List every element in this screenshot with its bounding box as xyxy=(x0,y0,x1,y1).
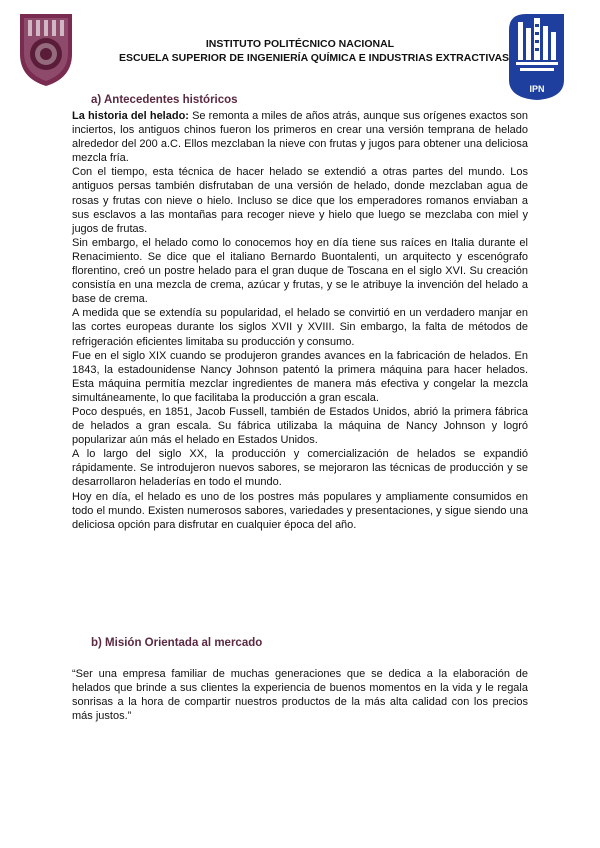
history-lead-bold: La historia del helado: xyxy=(72,110,189,122)
document-header xyxy=(0,37,600,65)
history-paragraph: A lo largo del siglo XX, la producción y comercialización de helados se expandió rápidamente. Se introdujeron nuevos sabores, se mejoraron las técnicas de producción y se desarrollaron heladerías en todo el mundo. xyxy=(72,448,528,489)
institution-name: INSTITUTO POLITÉCNICO NACIONAL xyxy=(205,38,395,50)
history-body xyxy=(72,109,528,532)
section-b-title: b) Misión Orientada al mercado xyxy=(91,637,263,649)
history-paragraph: Poco después, en 1851, Jacob Fussell, también de Estados Unidos, abrió la primera fábrica de helados a gran escala. Su fábrica utilizaba la máquina de Nancy Johnson y logró popularizar aún más el helado en Estados Unidos. xyxy=(72,405,528,447)
school-name: ESCUELA SUPERIOR DE INGENIERÍA QUÍMICA E INDUSTRIAS EXTRACTIVAS xyxy=(118,52,510,64)
history-paragraph: A medida que se extendía su popularidad, el helado se convirtió en un verdadero manjar en las cortes europeas durante los siglos XVII y XVIII. Sin embargo, la falta de métodos de refrigeración eficientes limitaba su producción y consumo. xyxy=(72,307,528,348)
section-a-title: a) Antecedentes históricos xyxy=(91,94,238,106)
history-paragraph: Con el tiempo, esta técnica de hacer helado se extendió a otras partes del mundo. Los antiguos persas también disfrutaban de una versión de helado, donde mezclaban agua de rosas y frutas con nieve o hielo. Incluso se dice que los emperadores romanos enviaban a sus esclavos a las montañas para recoger nieve y hielo que luego se mezclaba con miel y jugos de frutas. xyxy=(72,166,528,235)
history-lead-text: Se remonta a miles de años atrás, aunque sus orígenes exactos son inciertos, los antiguos chinos fueron los primeros en crear una versión temprana de helado alrededor del 200 a.C. Ellos mezclaban la nieve con frutas y jugos para obtener una deliciosa mezcla fría. xyxy=(72,110,528,165)
history-paragraph: Sin embargo, el helado como lo conocemos hoy en día tiene sus raíces en Italia durante el Renacimiento. Se dice que el italiano Bernardo Buontalenti, un arquitecto y escenógrafo florentino, creó un postre helado para el gran duque de Toscana en el siglo XVI. Su creación consistía en una mezcla de crema, azúcar y frutas, y se le atribuye la invención del helado a base de crema. xyxy=(72,236,528,306)
history-lead-paragraph xyxy=(72,109,528,165)
history-paragraph: Hoy en día, el helado es uno de los postres más populares y ampliamente consumidos en todo el mundo. Existen numerosos sabores, variedades y presentaciones, y sigue siendo una deliciosa opción para disfrutar en cualquier época del año. xyxy=(72,490,528,531)
history-paragraph: Fue en el siglo XIX cuando se produjeron grandes avances en la fabricación de helados. En 1843, la estadounidense Nancy Johnson patentó la primera máquina para hacer helados. Esta máquina permitía mezclar ingredientes de manera más efectiva y congelar la mezcla simultáneamente, lo que facilitaba la producción a gran escala. xyxy=(72,349,528,404)
svg-text:IPN: IPN xyxy=(529,84,545,94)
mission-statement: “Ser una empresa familiar de muchas generaciones que se dedica a la elaboración de helados que brinde a sus clientes la experiencia de buenos momentos en la vida y le regala sonrisas a la hora de compartir nuestros productos de la más alta calidad con los precios más justos.” xyxy=(72,668,528,723)
